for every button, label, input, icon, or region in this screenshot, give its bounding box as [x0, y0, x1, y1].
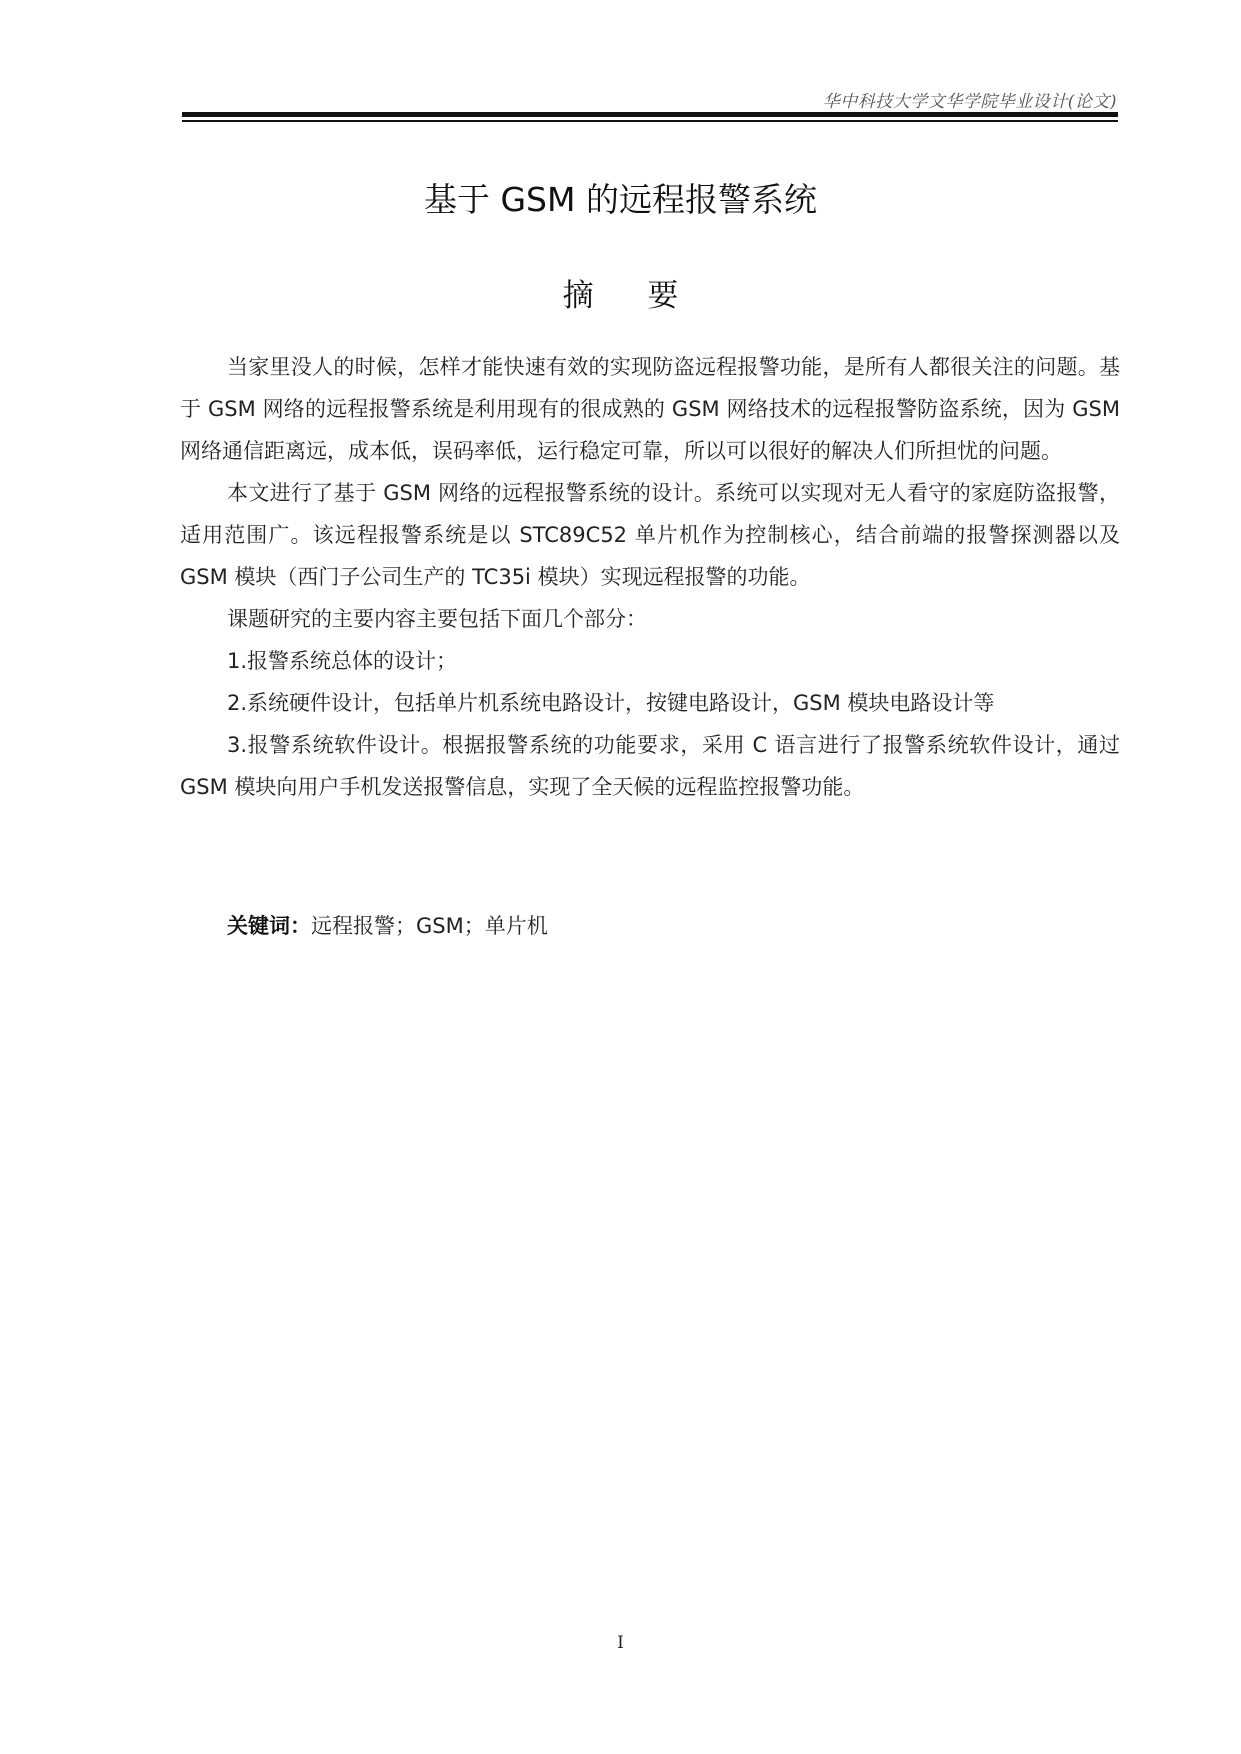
abstract-paragraph: 当家里没人的时候，怎样才能快速有效的实现防盗远程报警功能，是所有人都很关注的问题。基于 GSM 网络的远程报警系统是利用现有的很成熟的 GSM 网络技术的远程报警防盗系统，因为 GSM 网络通信距离远，成本低，误码率低，运行稳定可靠，所以可以很好的解决人们所担忧的问题。	[180, 355, 1120, 463]
abstract-list-item: 1.报警系统总体的设计；	[227, 649, 458, 673]
abstract-list-item: 3.报警系统软件设计。根据报警系统的功能要求，采用 C 语言进行了报警系统软件设计，通过 GSM 模块向用户手机发送报警信息，实现了全天候的远程监控报警功能。	[180, 733, 1120, 799]
abstract-heading: 摘 要	[562, 278, 701, 314]
abstract-list-item: 2.系统硬件设计，包括单片机系统电路设计，按键电路设计，GSM 模块电路设计等	[227, 691, 995, 715]
header-rule-thick	[182, 112, 1118, 117]
document-title: 基于 GSM 的远程报警系统	[424, 180, 817, 219]
keywords-label: 关键词：	[227, 914, 311, 938]
header-rule-thin	[182, 120, 1118, 122]
page-number: I	[617, 1633, 624, 1653]
keywords-value: 远程报警；GSM；单片机	[311, 914, 548, 938]
abstract-body	[180, 346, 1120, 808]
keywords-line	[227, 910, 548, 940]
running-header: 华中科技大学文华学院毕业设计(论文)	[822, 92, 1117, 112]
abstract-paragraph: 本文进行了基于 GSM 网络的远程报警系统的设计。系统可以实现对无人看守的家庭防盗报警，适用范围广。该远程报警系统是以 STC89C52 单片机作为控制核心，结合前端的报警探测器以及 GSM 模块（西门子公司生产的 TC35i 模块）实现远程报警的功能。	[180, 481, 1120, 589]
abstract-paragraph: 课题研究的主要内容主要包括下面几个部分：	[227, 607, 647, 631]
